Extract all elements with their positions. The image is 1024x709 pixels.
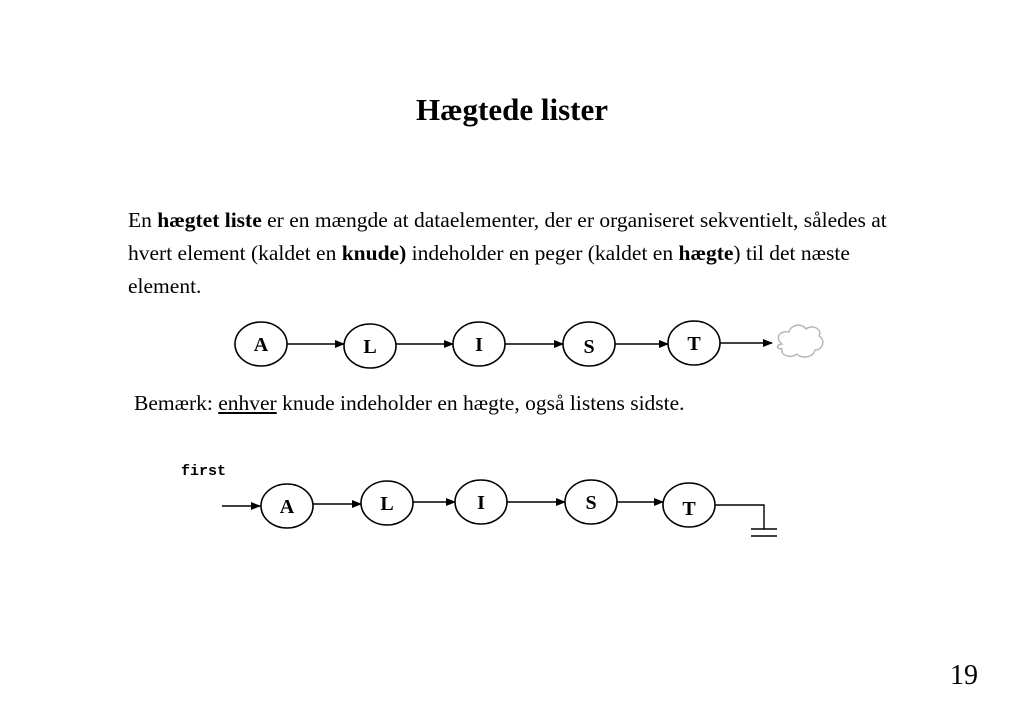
first-pointer-label: first [181,463,227,480]
diagram2-node-s [565,480,617,524]
diagram2-node-label: L [380,493,394,515]
note-suffix: knude indeholder en hægte, også listens sidste. [276,391,685,415]
diagram1-node-label: L [363,336,377,358]
para-text-1: En [128,208,158,232]
para-bold-term-link: hægte [678,241,734,265]
diagram2-node-a [261,484,313,528]
diagram2-node-i [455,480,507,524]
diagram2-node-t [663,483,715,527]
diagram2-node-label: I [477,492,485,514]
diagram2-node-label: A [279,496,295,518]
para-text-3: indeholder en peger (kaldet en [406,241,679,265]
diagram2-node-label: T [682,498,696,520]
para-text-2: er en mængde at dataelementer, der er organiseret sekventielt, således at hvert element (kaldet en [128,208,887,265]
note-emphasis: enhver [218,391,277,415]
diagram1-node-l [344,324,396,368]
diagram-2 [181,463,777,536]
para-text-4: ) til det næste element. [128,241,850,298]
diagram1-node-label: I [475,334,483,356]
diagram1-node-label: A [253,334,269,356]
diagram1-node-t [668,321,720,365]
slide-title: Hægtede lister [416,92,608,127]
diagram1-node-label: T [687,333,701,355]
diagram1-node-label: S [583,336,595,358]
diagram1-node-a [235,322,287,366]
diagram2-node-l [361,481,413,525]
diagram1-node-i [453,322,505,366]
cloud-icon [778,325,823,357]
diagram2-node-label: S [585,492,597,514]
page-number: 19 [950,660,978,691]
null-ground-icon [715,505,777,536]
note-paragraph [134,387,914,419]
note-prefix: Bemærk: [134,391,219,415]
para-bold-term-linked-list: hægtet liste [157,208,262,232]
diagram-1 [235,321,823,368]
diagram1-node-s [563,322,615,366]
para-bold-term-node: knude) [341,241,407,265]
